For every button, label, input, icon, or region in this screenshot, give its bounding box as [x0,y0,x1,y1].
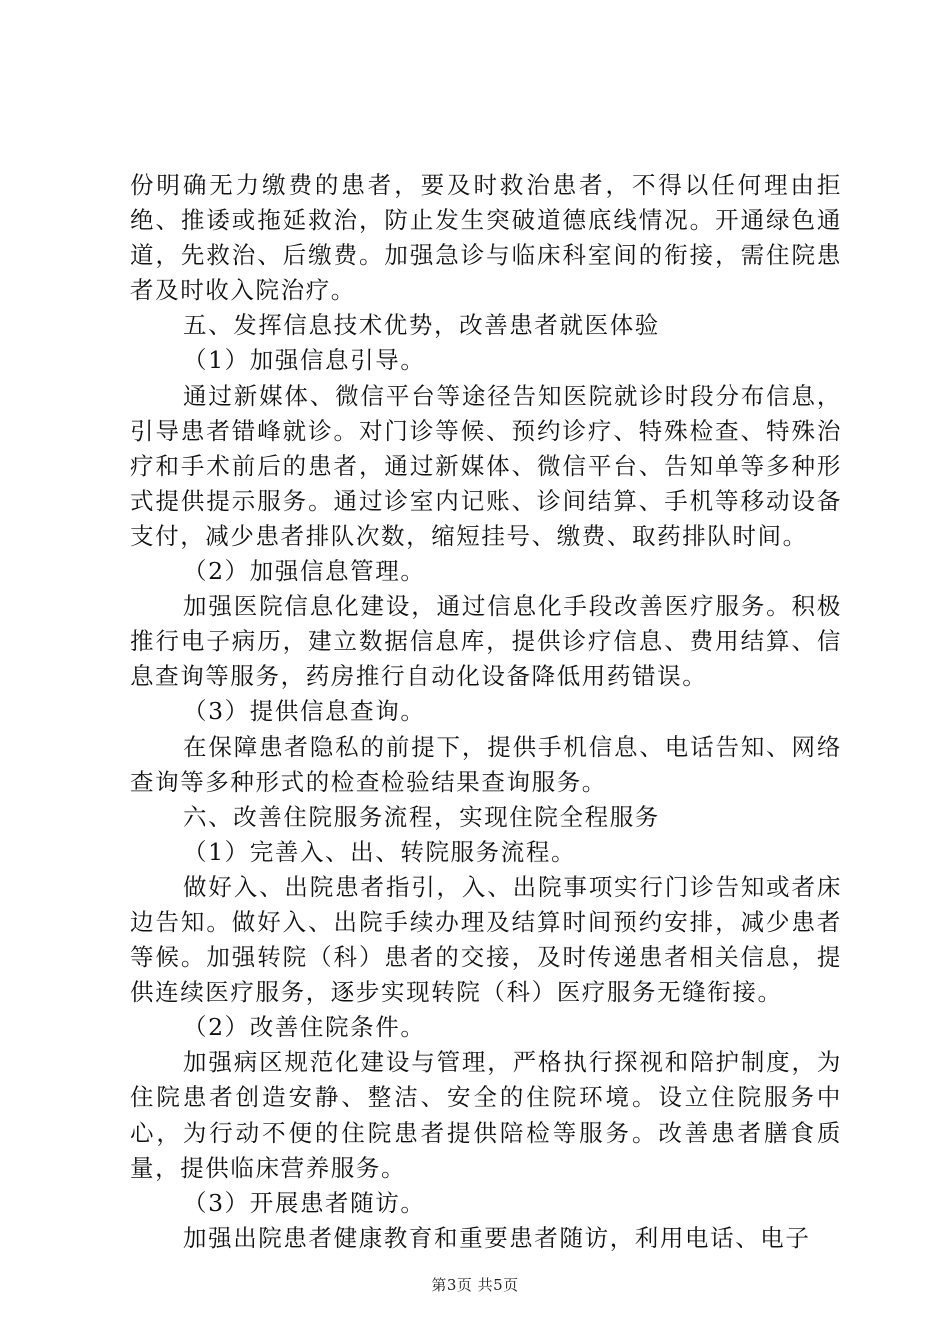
subheading-info-query: （3）提供信息查询。 [183,697,426,726]
paragraph-info-query: 在保障患者隐私的前提下，提供手机信息、电话告知、网络查询等多种形式的检查检验结果查询服务。 [130,732,842,796]
section-heading-six: 六、改善住院服务流程，实现住院全程服务 [183,802,660,831]
document-body [130,168,842,1256]
paragraph-ward-conditions: 加强病区规范化建设与管理，严格执行探视和陪护制度，为住院患者创造安静、整洁、安全的住院环境。设立住院服务中心，为行动不便的住院患者提供陪检等服务。改善患者膳食质量，提供临床营养服务。 [130,1048,842,1182]
section-heading-five: 五、发挥信息技术优势，改善患者就医体验 [183,311,660,340]
paragraph-info-guidance: 通过新媒体、微信平台等途径告知医院就诊时段分布信息，引导患者错峰就诊。对门诊等候、预约诊疗、特殊检查、特殊治疗和手术前后的患者，通过新媒体、微信平台、告知单等多种形式提供提示服务。通过诊室内记账、诊间结算、手机等移动设备支付，减少患者排队次数，缩短挂号、缴费、取药排队时间。 [130,381,842,550]
paragraph-continuation: 份明确无力缴费的患者，要及时救治患者，不得以任何理由拒绝、推诿或拖延救治，防止发生突破道德底线情况。开通绿色通道，先救治、后缴费。加强急诊与临床科室间的衔接，需住院患者及时收入院治疗。 [130,171,842,305]
subheading-info-management: （2）加强信息管理。 [183,557,426,586]
subheading-admission-process: （1）完善入、出、转院服务流程。 [183,837,577,866]
page-number-footer: 第3页 共5页 [431,1276,519,1294]
subheading-patient-followup: （3）开展患者随访。 [183,1188,426,1217]
subheading-ward-conditions: （2）改善住院条件。 [183,1013,426,1042]
paragraph-info-management: 加强医院信息化建设，通过信息化手段改善医疗服务。积极推行电子病历，建立数据信息库，提供诊疗信息、费用结算、信息查询等服务，药房推行自动化设备降低用药错误。 [130,592,842,691]
paragraph-admission-process: 做好入、出院患者指引，入、出院事项实行门诊告知或者床边告知。做好入、出院手续办理及结算时间预约安排，减少患者等候。加强转院（科）患者的交接，及时传递患者相关信息，提供连续医疗服务，逐步实现转院（科）医疗服务无缝衔接。 [130,872,842,1007]
subheading-info-guidance: （1）加强信息引导。 [183,346,426,375]
paragraph-patient-followup: 加强出院患者健康教育和重要患者随访，利用电话、电子 [183,1223,811,1252]
